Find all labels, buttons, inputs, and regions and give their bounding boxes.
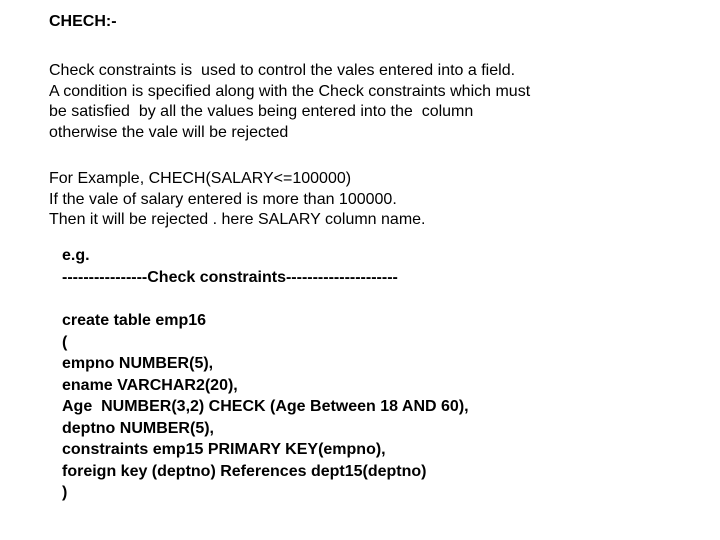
code-line: empno NUMBER(5), (62, 355, 214, 372)
code-line: ename VARCHAR2(20), (62, 376, 238, 394)
example-line: Then it will be rejected . here SALARY column name. (49, 211, 426, 228)
description-line: otherwise the vale will be rejected (49, 123, 289, 141)
description-line: A condition is specified along with the Check constraints which must (49, 82, 531, 100)
code-line: deptno NUMBER(5), (62, 419, 214, 437)
example-header (62, 245, 398, 288)
page-title: CHECH:- (49, 13, 117, 30)
code-line: ) (62, 484, 68, 501)
example-label: e.g. (62, 247, 90, 264)
code-line: constraints emp15 PRIMARY KEY(empno), (62, 441, 386, 458)
example-line: If the vale of salary entered is more than 100000. (49, 190, 397, 208)
description-paragraph (49, 61, 530, 143)
code-line: ( (62, 333, 68, 351)
example-paragraph (49, 169, 426, 231)
code-line: create table emp16 (62, 312, 207, 329)
code-line: foreign key (deptno) References dept15(deptno) (62, 462, 427, 480)
code-line: Age NUMBER(3,2) CHECK (Age Between 18 AND 60), (62, 398, 469, 415)
description-line: be satisfied by all the values being entered into the column (49, 103, 474, 120)
example-line: For Example, CHECH(SALARY<=100000) (49, 170, 352, 187)
sql-code-block (62, 310, 469, 504)
example-divider: ----------------Check constraints--------------------- (62, 268, 398, 286)
description-line: Check constraints is used to control the vales entered into a field. (49, 62, 516, 79)
